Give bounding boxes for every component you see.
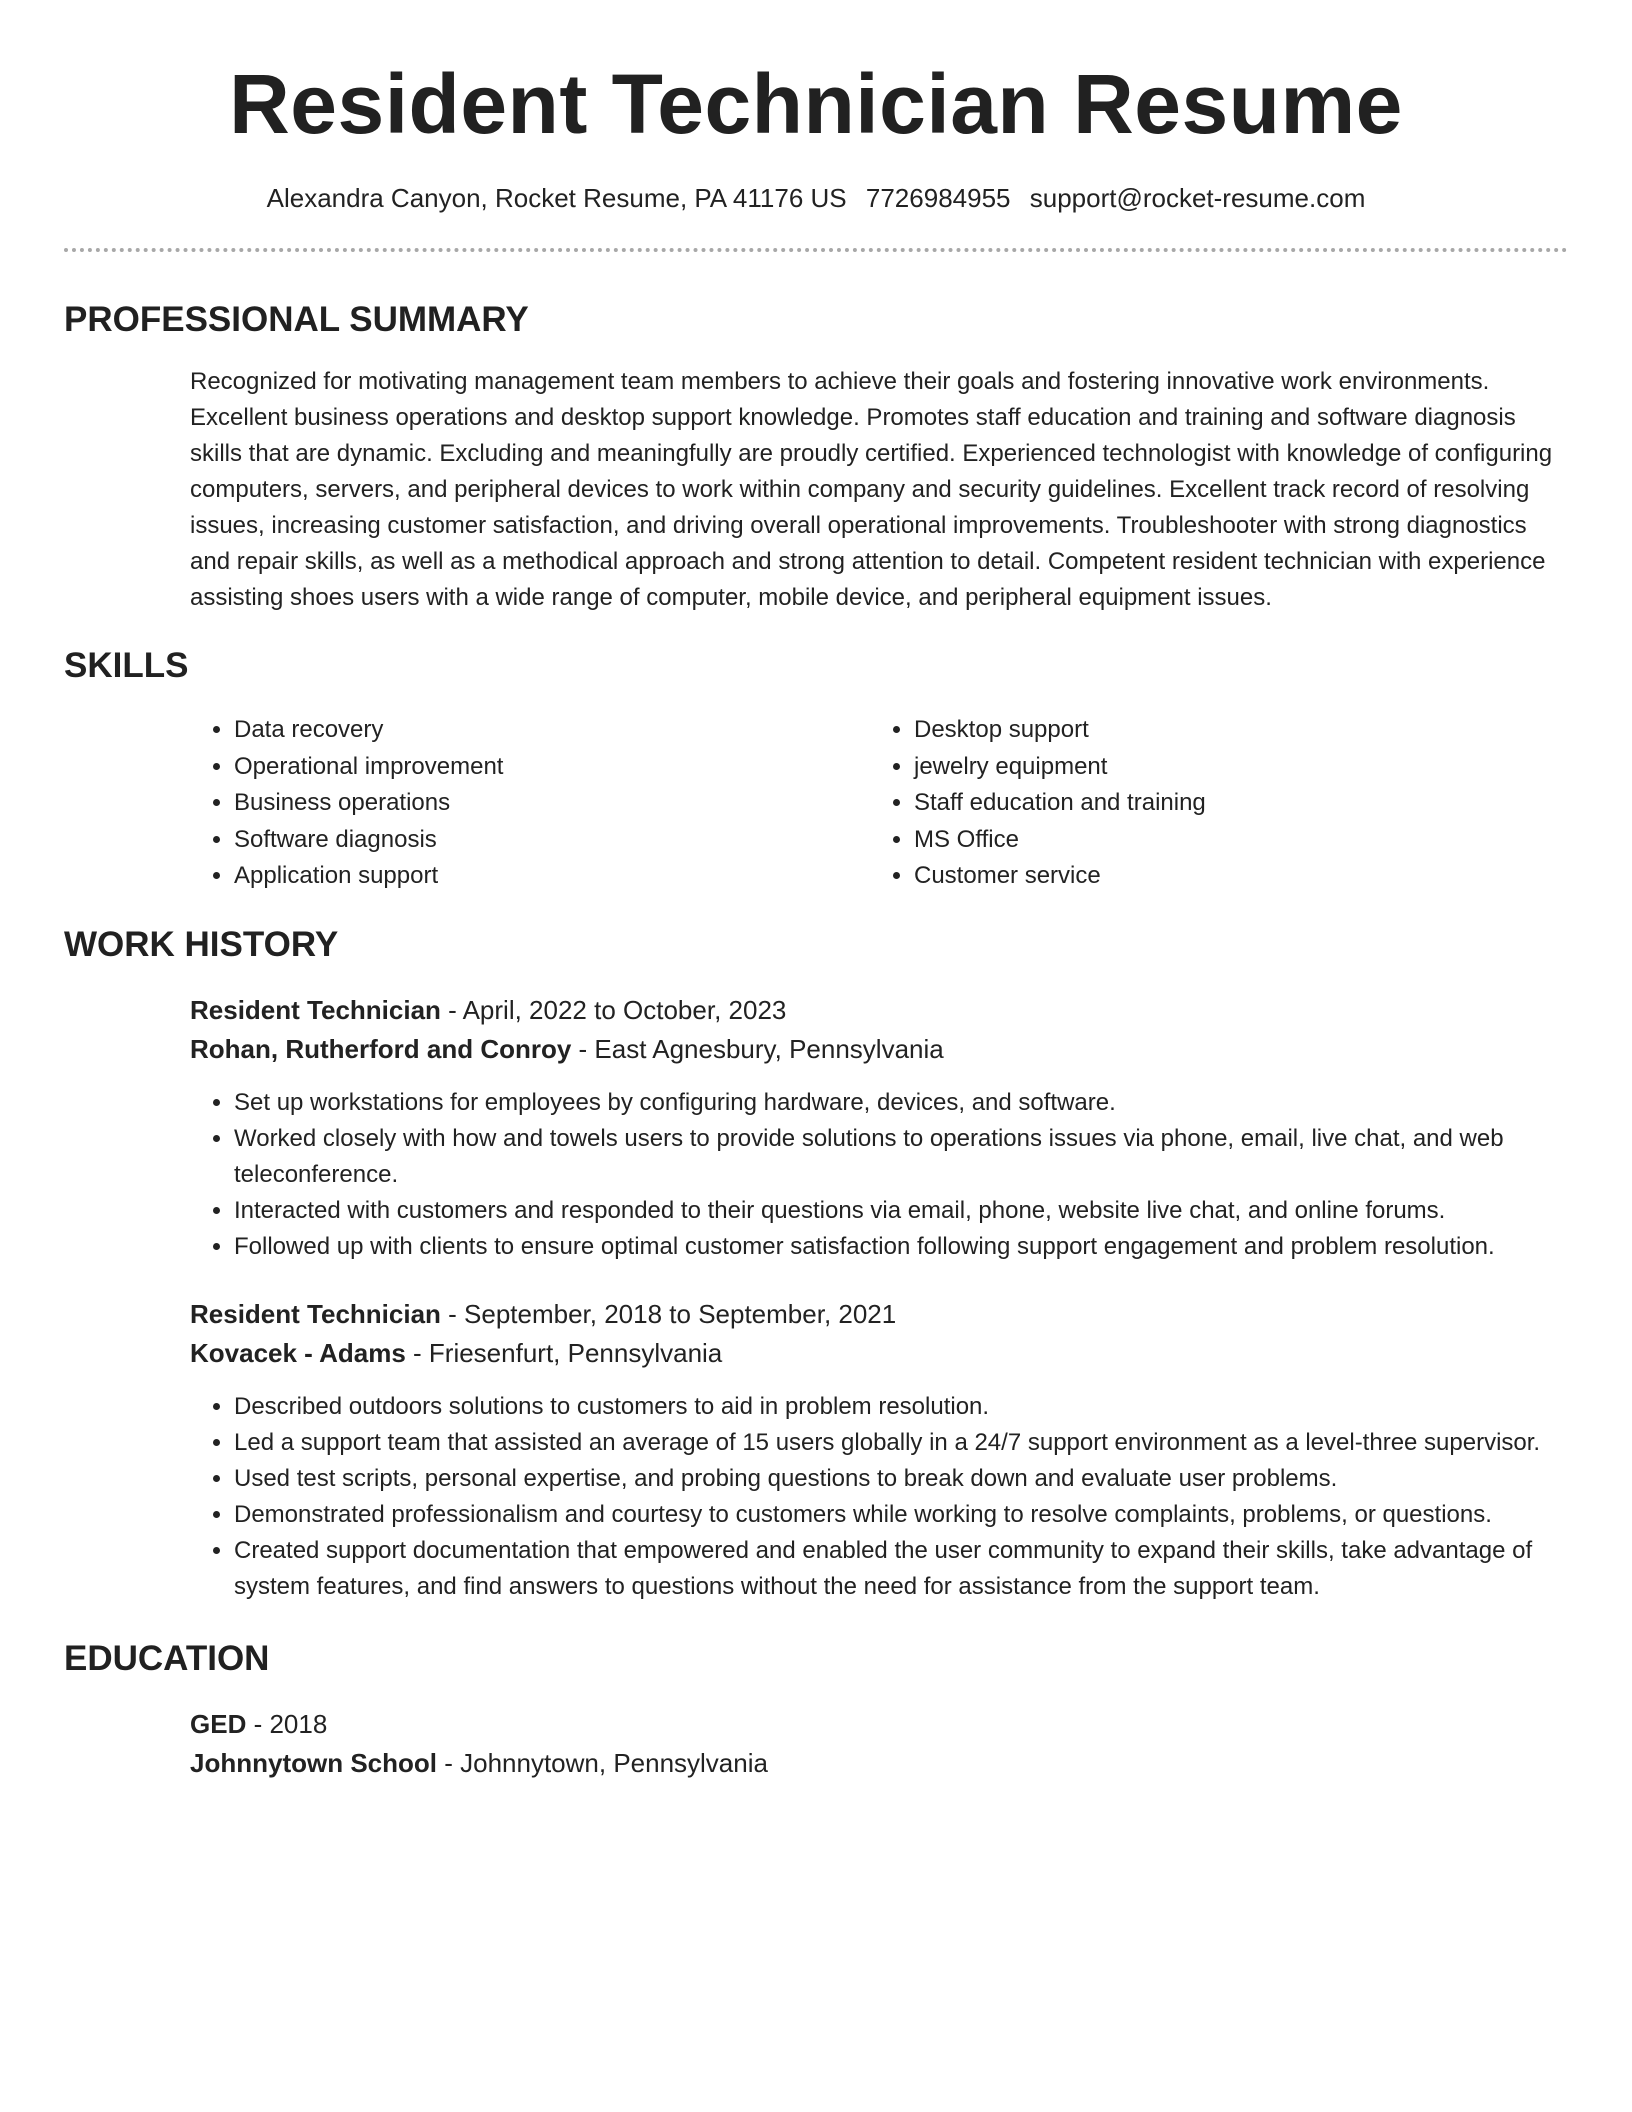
education-school-line — [190, 1744, 1568, 1783]
job-bullet: • Led a support team that assisted an average of 15 users globally in a 24/7 support environment as a level-three supervisor. — [234, 1425, 1568, 1461]
job-title: Resident Technician — [190, 994, 441, 1025]
resume-page — [64, 0, 1568, 1783]
education-location: - Johnnytown, Pennsylvania — [437, 1747, 768, 1778]
job-entry — [190, 991, 1568, 1265]
education-heading: EDUCATION — [64, 1638, 270, 1678]
job-title-line — [190, 1295, 1568, 1334]
job-company: Rohan, Rutherford and Conroy — [190, 1033, 572, 1064]
job-company-line — [190, 1334, 1568, 1373]
education-degree-line — [190, 1705, 1568, 1744]
skill-item: • Staff education and training — [914, 785, 1550, 822]
job-bullet: • Used test scripts, personal expertise, and probing questions to break down and evaluate user problems. — [234, 1461, 1568, 1497]
job-dates: - April, 2022 to October, 2023 — [440, 994, 787, 1025]
skill-item: • jewelry equipment — [914, 749, 1550, 786]
job-bullet: • Followed up with clients to ensure optimal customer satisfaction following support engagement and problem resolution. — [234, 1229, 1568, 1265]
skill-item: • Desktop support — [914, 712, 1550, 749]
job-bullet: • Described outdoors solutions to customers to aid in problem resolution. — [234, 1389, 1568, 1425]
summary-heading: PROFESSIONAL SUMMARY — [64, 300, 529, 339]
header-divider — [64, 248, 1568, 252]
skills-heading: SKILLS — [64, 646, 189, 685]
skill-item: • MS Office — [914, 822, 1550, 859]
skills-list — [190, 712, 1568, 895]
skill-item: • Application support — [234, 858, 870, 895]
job-dates: - September, 2018 to September, 2021 — [440, 1298, 897, 1329]
skill-item: • Data recovery — [234, 712, 870, 749]
contact-address: Alexandra Canyon, Rocket Resume, PA 41176 US — [266, 183, 847, 213]
job-bullet: • Set up workstations for employees by configuring hardware, devices, and software. — [234, 1085, 1568, 1121]
contact-email: support@rocket-resume.com — [1029, 183, 1366, 213]
job-bullet: • Demonstrated professionalism and courtesy to customers while working to resolve complaints, problems, or questions. — [234, 1497, 1568, 1533]
education-school: Johnnytown School — [190, 1747, 437, 1778]
job-company-line — [190, 1030, 1568, 1069]
summary-text: Recognized for motivating management team members to achieve their goals and fostering innovative work environments. Excellent business operations and desktop support knowledge. Promotes staff education and training and software diagnosis skills that are dynamic. Excluding and meaningfully are proudly certified. Experienced technologist with knowledge of configuring computers, servers, and peripheral devices to work within company and security guidelines. Excellent track record of resolving issues, increasing customer satisfaction, and driving overall operational improvements. Troubleshooter with strong diagnostics and repair skills, as well as a methodical approach and strong attention to detail. Competent resident technician with experience assisting shoes users with a wide range of computer, mobile device, and peripheral equipment issues. — [190, 368, 1553, 611]
skill-item: • Business operations — [234, 785, 870, 822]
job-company: Kovacek - Adams — [190, 1337, 406, 1368]
job-bullet: • Worked closely with how and towels users to provide solutions to operations issues via phone, email, live chat, and web teleconference. — [234, 1121, 1568, 1193]
education-year: - 2018 — [246, 1708, 328, 1739]
job-entry — [190, 1295, 1568, 1605]
job-bullet: • Created support documentation that empowered and enabled the user community to expand their skills, take advantage of system features, and find answers to questions without the need for assistance from the support team. — [234, 1533, 1568, 1605]
skill-item: • Software diagnosis — [234, 822, 870, 859]
job-location: - Friesenfurt, Pennsylvania — [405, 1337, 723, 1368]
skill-item: • Customer service — [914, 858, 1550, 895]
job-bullet: • Interacted with customers and responded to their questions via email, phone, website live chat, and online forums. — [234, 1193, 1568, 1229]
resume-title: Resident Technician Resume — [229, 57, 1403, 151]
education-entry — [190, 1705, 1568, 1783]
skill-item: • Operational improvement — [234, 749, 870, 786]
job-bullets — [190, 1085, 1568, 1265]
job-location: - East Agnesbury, Pennsylvania — [571, 1033, 944, 1064]
job-title: Resident Technician — [190, 1298, 441, 1329]
contact-phone: 7726984955 — [865, 183, 1011, 213]
skills-column-right — [870, 712, 1550, 895]
contact-line — [64, 182, 1568, 214]
job-title-line — [190, 991, 1568, 1030]
education-degree: GED — [190, 1708, 247, 1739]
job-bullets — [190, 1389, 1568, 1605]
work-history-heading: WORK HISTORY — [64, 924, 339, 964]
skills-column-left — [190, 712, 870, 895]
